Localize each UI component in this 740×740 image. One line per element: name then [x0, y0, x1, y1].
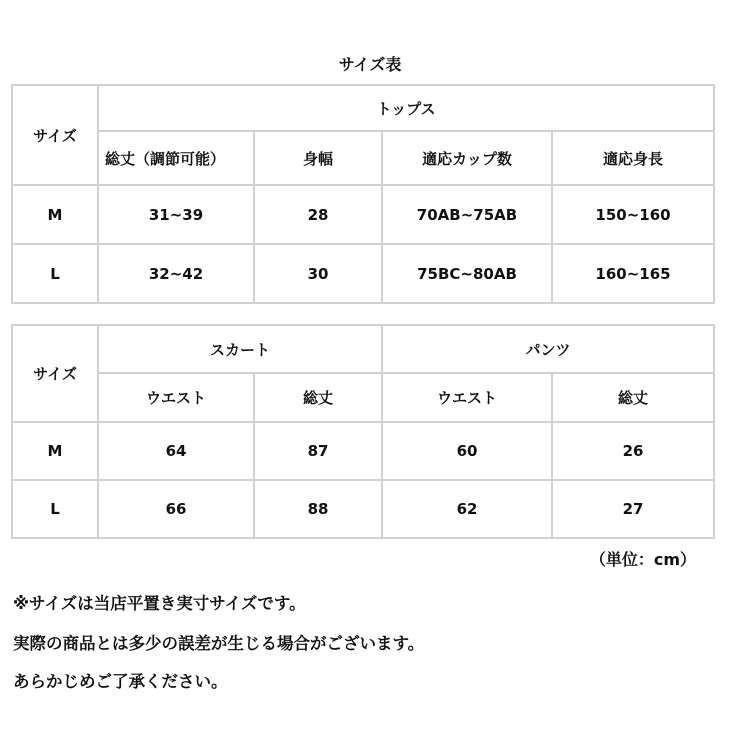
table-cell: 87: [254, 422, 382, 480]
size-header: サイズ: [12, 85, 98, 185]
table-row: [12, 185, 714, 244]
table-cell: 32~42: [98, 244, 254, 303]
table-cell: 27: [552, 480, 714, 538]
tops-group-header: トップス: [98, 85, 714, 131]
table-cell: 160~165: [552, 244, 714, 303]
note-line: 実際の商品とは多少の誤差が生じる場合がございます。: [13, 634, 425, 653]
size-header: サイズ: [12, 325, 98, 422]
table-cell: 60: [382, 422, 552, 480]
size-cell: M: [12, 185, 98, 244]
column-header-width: 身幅: [254, 131, 382, 185]
table-cell: 66: [98, 480, 254, 538]
column-header-total-length: 総丈（調節可能）: [98, 131, 254, 185]
column-header-skirt-length: 総丈: [254, 373, 382, 422]
size-cell: L: [12, 480, 98, 538]
column-header-skirt-waist: ウエスト: [98, 373, 254, 422]
table-header-row: [12, 373, 714, 422]
table-header-row: [12, 85, 714, 131]
note-line: ※サイズは当店平置き実寸サイズです。: [13, 594, 306, 613]
table-cell: 30: [254, 244, 382, 303]
bottoms-size-table: [11, 324, 715, 539]
table-cell: 28: [254, 185, 382, 244]
table-row: [12, 244, 714, 303]
size-cell: M: [12, 422, 98, 480]
column-header-height: 適応身長: [552, 131, 714, 185]
table-cell: 70AB~75AB: [382, 185, 552, 244]
table-cell: 64: [98, 422, 254, 480]
table-cell: 62: [382, 480, 552, 538]
table-header-row: [12, 131, 714, 185]
table-cell: 75BC~80AB: [382, 244, 552, 303]
column-header-pants-length: 総丈: [552, 373, 714, 422]
column-header-cup-size: 適応カップ数: [382, 131, 552, 185]
table-row: [12, 422, 714, 480]
table-row: [12, 480, 714, 538]
table-cell: 150~160: [552, 185, 714, 244]
unit-note: （単位：cm）: [589, 550, 696, 569]
column-header-pants-waist: ウエスト: [382, 373, 552, 422]
table-header-row: [12, 325, 714, 373]
table-cell: 26: [552, 422, 714, 480]
size-cell: L: [12, 244, 98, 303]
table-cell: 88: [254, 480, 382, 538]
note-line: あらかじめご了承ください。: [13, 672, 228, 691]
table-cell: 31~39: [98, 185, 254, 244]
skirt-group-header: スカート: [98, 325, 382, 373]
page-title: サイズ表: [338, 55, 402, 74]
tops-size-table: [11, 84, 715, 304]
pants-group-header: パンツ: [382, 325, 714, 373]
